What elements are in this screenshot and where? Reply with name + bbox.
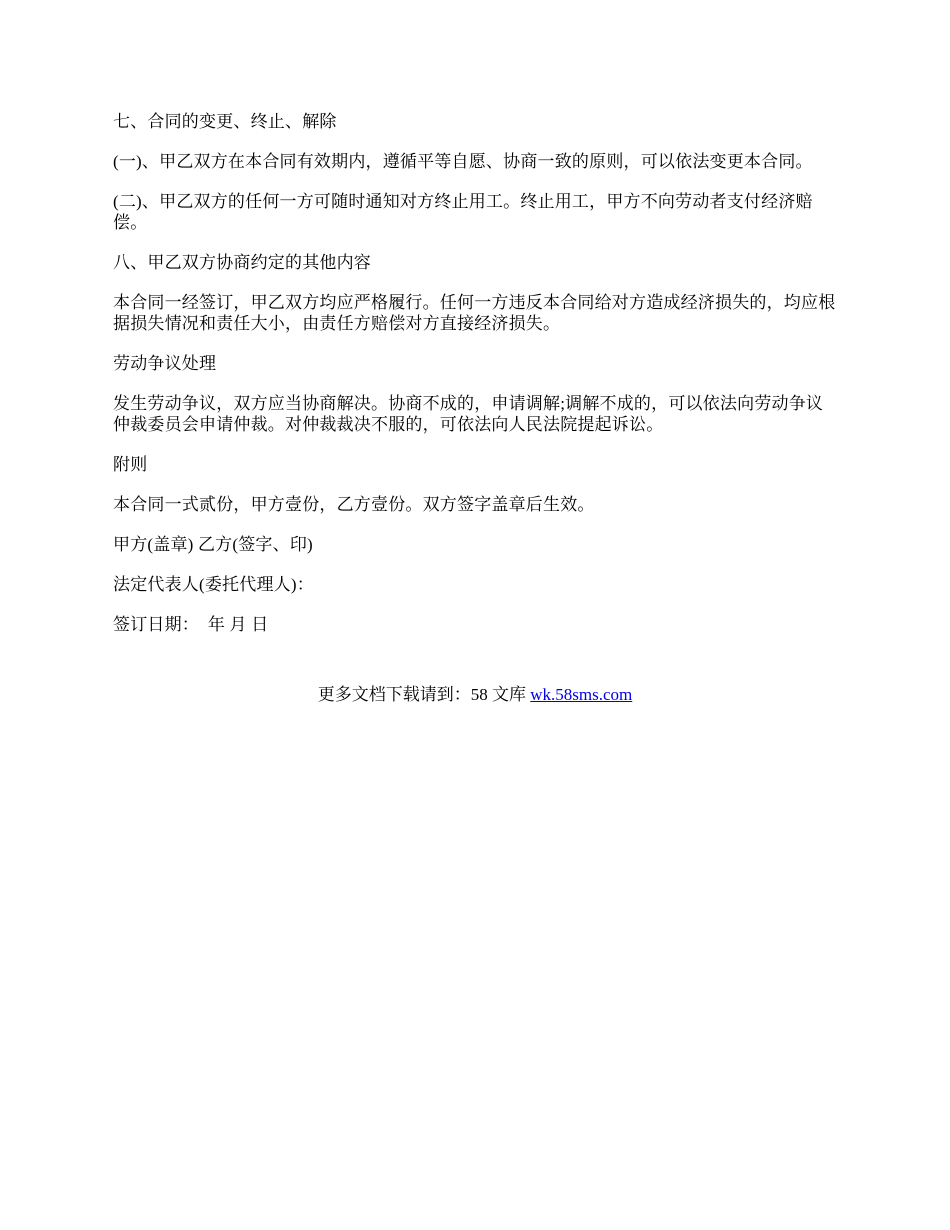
signing-date-line: 签订日期： 年 月 日 [113, 615, 269, 634]
download-footer [0, 684, 950, 705]
clause-paragraph: 本合同一式贰份，甲方壹份，乙方壹份。双方签字盖章后生效。 [113, 495, 595, 514]
document-body [113, 111, 838, 654]
section-heading-labor-dispute: 劳动争议处理 [113, 354, 217, 373]
footer-text: 更多文档下载请到：58 文库 [317, 685, 531, 704]
section-heading-contract-change: 七、合同的变更、终止、解除 [113, 112, 337, 131]
clause-paragraph: 发生劳动争议，双方应当协商解决。协商不成的，申请调解;调解不成的，可以依法向劳动争议仲裁委员会申请仲裁。对仲裁裁决不服的，可依法向人民法院提起诉讼。 [113, 394, 824, 434]
signature-parties-line: 甲方(盖章) 乙方(签字、印) [113, 535, 313, 554]
clause-paragraph: (一)、甲乙双方在本合同有效期内，遵循平等自愿、协商一致的原则，可以依法变更本合同。 [113, 152, 813, 171]
clause-paragraph: 本合同一经签订，甲乙双方均应严格履行。任何一方违反本合同给对方造成经济损失的，均应根据损失情况和责任大小，由责任方赔偿对方直接经济损失。 [113, 293, 836, 333]
clause-paragraph: (二)、甲乙双方的任何一方可随时通知对方终止用工。终止用工，甲方不向劳动者支付经济赔偿。 [113, 192, 813, 232]
section-heading-supplementary: 附则 [113, 455, 148, 474]
section-heading-other-terms: 八、甲乙双方协商约定的其他内容 [113, 253, 371, 272]
footer-link[interactable]: wk.58sms.com [530, 685, 633, 704]
legal-representative-line: 法定代表人(委托代理人)： [113, 575, 314, 594]
